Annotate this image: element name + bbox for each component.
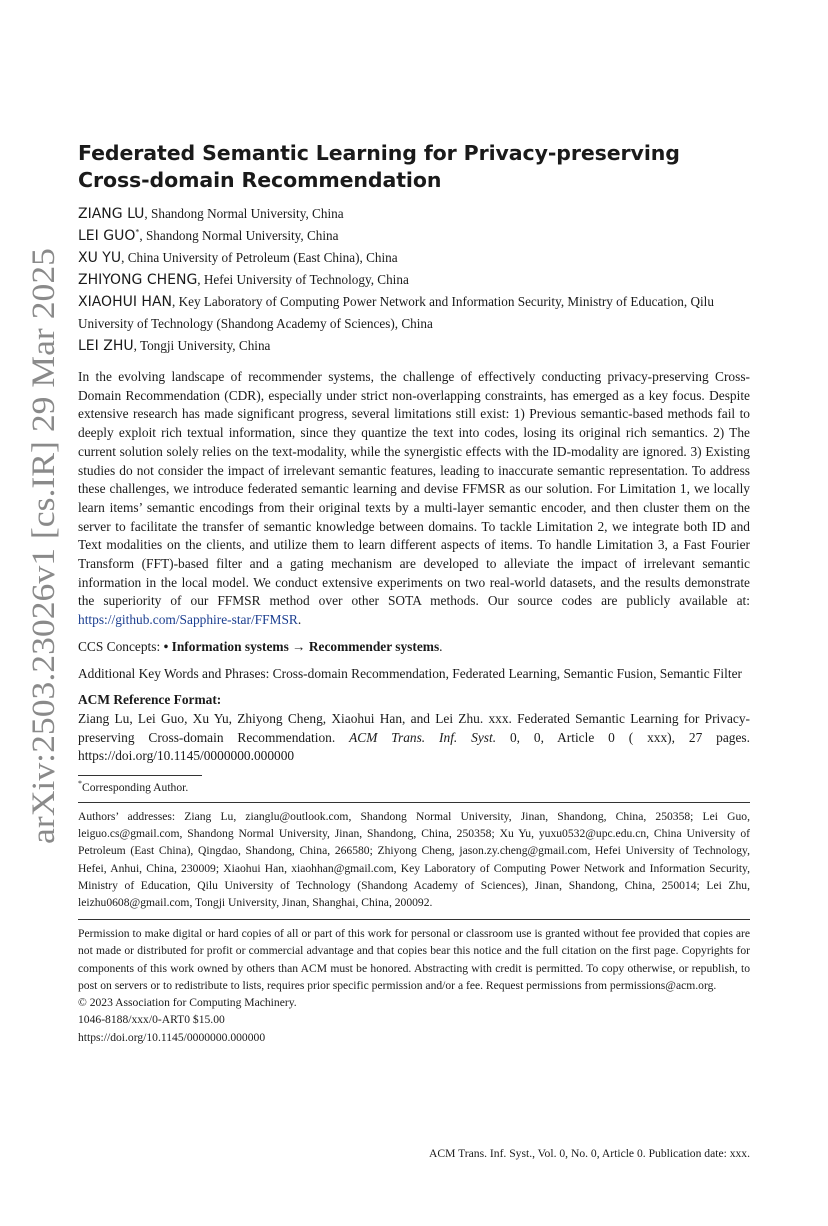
ccs-concepts <box>78 638 750 657</box>
author-list <box>78 203 750 357</box>
footnote-mark: * <box>78 779 82 789</box>
author-affiliation: , Shandong Normal University, China <box>144 206 344 221</box>
author-entry <box>78 247 750 269</box>
corresponding-author-mark: * <box>135 227 140 237</box>
ccs-bullet: • <box>163 638 169 654</box>
ccs-end: . <box>439 638 443 654</box>
author-name: XU YU <box>78 250 122 266</box>
issn-line: 1046-8188/xxx/0-ART0 $15.00 <box>78 1013 225 1027</box>
ccs-label: CCS Concepts: <box>78 638 164 654</box>
permission-divider <box>78 919 750 920</box>
title-line-2: Cross-domain Recommendation <box>78 168 442 192</box>
author-name: LEI GUO <box>78 228 136 244</box>
author-affiliation: , Shandong Normal University, China <box>139 228 339 243</box>
acm-reference-authors: Ziang Lu, Lei Guo, Xu Yu, Zhiyong Cheng, Xiaohui Han, and Lei Zhu. xxx. Federated Semantic Learning for Privacy-preserving Cross-domain Recommendation. <box>78 710 750 745</box>
author-affiliation: , Hefei University of Technology, China <box>197 272 409 287</box>
abstract-end: . <box>297 612 302 628</box>
footnote-text: Corresponding Author. <box>82 781 189 795</box>
author-name: LEI ZHU <box>78 338 134 354</box>
author-entry <box>78 203 750 225</box>
author-name: XIAOHUI HAN <box>78 294 173 310</box>
footnote-divider <box>78 775 202 776</box>
author-entry <box>78 225 750 247</box>
author-name: ZIANG LU <box>78 206 145 222</box>
author-affiliation: , China University of Petroleum (East China), China <box>121 250 398 265</box>
paper-title <box>78 140 750 194</box>
ccs-concept: Information systems → Recommender systems <box>171 638 440 654</box>
acm-reference-journal: ACM Trans. Inf. Syst. <box>349 729 497 745</box>
title-line-1: Federated Semantic Learning for Privacy-preserving <box>78 141 680 165</box>
arxiv-id-text: arXiv:2503.23026v1 [cs.IR] 29 Mar 2025 <box>26 292 62 844</box>
abstract <box>78 368 750 630</box>
acm-reference-rest: 0, 0, Article 0 ( xxx), 27 pages. https://doi.org/10.1145/0000000.000000 <box>78 729 750 764</box>
addresses-divider <box>78 802 750 803</box>
permission-notice: Permission to make digital or hard copies of all or part of this work for personal or classroom use is granted without fee provided that copies are not made or distributed for profit or commercial advantage and that copies bear this notice and the full citation on the first page. Copyrights for components of this work owned by others than ACM must be honored. Abstracting with credit is permitted. To copy otherwise, or republish, to post on servers or to redistribute to lists, requires prior specific permission and/or a fee. Request permissions from permissions@acm.org. <box>78 927 750 992</box>
acm-reference-heading: ACM Reference Format: <box>78 692 222 708</box>
author-entry <box>78 291 750 335</box>
author-name: ZHIYONG CHENG <box>78 272 198 288</box>
acm-reference-body <box>78 710 750 766</box>
abstract-text: In the evolving landscape of recommender systems, the challenge of effectively conducting privacy-preserving Cross-Domain Recommendation (CDR), especially under strict non-overlapping constraints, has emerged as a key focus. Despite extensive research has made significant progress, several limitations still exist: 1) Previous semantic-based methods fail to deeply exploit rich textual information, since they quantize the text into codes, losing its original rich semantics. 2) The current solution solely relies on the text-modality, while the synergistic effects with the ID-modality are ignored. 3) Existing studies do not consider the impact of irrelevant semantic features, leading to inaccurate semantic representation. To address these challenges, we introduce federated semantic learning and devise FFMSR as our solution. For Limitation 1, we locally learn items’ semantic encodings from their original texts by a multi-layer semantic encoder, and then cluster them on the server to facilitate the transfer of semantic knowledge between domains. To tackle Limitation 2, we integrate both ID and Text modalities on the clients, and utilize them to learn different aspects of items. To handle Limitation 3, a Fast Fourier Transform (FFT)-based filter and a gating mechanism are developed to alleviate the impact of irrelevant semantic information in the local model. We conduct extensive experiments on two real-world datasets, and the results demonstrate the superiority of our FFMSR method over other SOTA methods. Our source codes are publicly available at: <box>78 369 750 609</box>
author-entry <box>78 335 750 357</box>
authors-addresses: Authors’ addresses: Ziang Lu, zianglu@outlook.com, Shandong Normal University, Jinan, Shandong, China, 250358; Lei Guo, leiguo.cs@gmail.com, Shandong Normal University, Jinan, Shandong, China, 250358; Xu Yu, yuxu0532@upc.edu.cn, China University of Petroleum (East China), Qingdao, Shandong, China, 266580; Zhiyong Cheng, jason.zy.cheng@gmail.com, Hefei University of Technology, Hefei, Anhui, China, 230009; Xiaohui Han, xiaohhan@gmail.com, Key Laboratory of Computing Power Network and Information Security, Ministry of Education, Qilu University of Technology (Shandong Academy of Sciences), Jinan, Shandong, China, 250014; Lei Zhu, leizhu0608@gmail.com, Tongji University, Jinan, Shanghai, China, 200092. <box>78 810 750 910</box>
paper-first-page <box>78 140 750 1046</box>
arxiv-identifier-stamp <box>10 240 68 860</box>
keywords: Additional Key Words and Phrases: Cross-domain Recommendation, Federated Learning, Semantic Fusion, Semantic Filter <box>78 665 742 681</box>
source-code-link[interactable]: https://github.com/Sapphire-star/FFMSR <box>78 612 298 628</box>
doi-line: https://doi.org/10.1145/0000000.000000 <box>78 1030 266 1044</box>
author-affiliation: , Key Laboratory of Computing Power Network and Information Security, Ministry of Education, Qilu University of Technology (Shandong Academy of Sciences), China <box>78 294 714 331</box>
running-footer: ACM Trans. Inf. Syst., Vol. 0, No. 0, Article 0. Publication date: xxx. <box>429 1147 750 1160</box>
author-affiliation: , Tongji University, China <box>133 338 271 353</box>
copyright-line: © 2023 Association for Computing Machinery. <box>78 996 297 1010</box>
corresponding-author-footnote <box>78 780 750 796</box>
author-entry <box>78 269 750 291</box>
